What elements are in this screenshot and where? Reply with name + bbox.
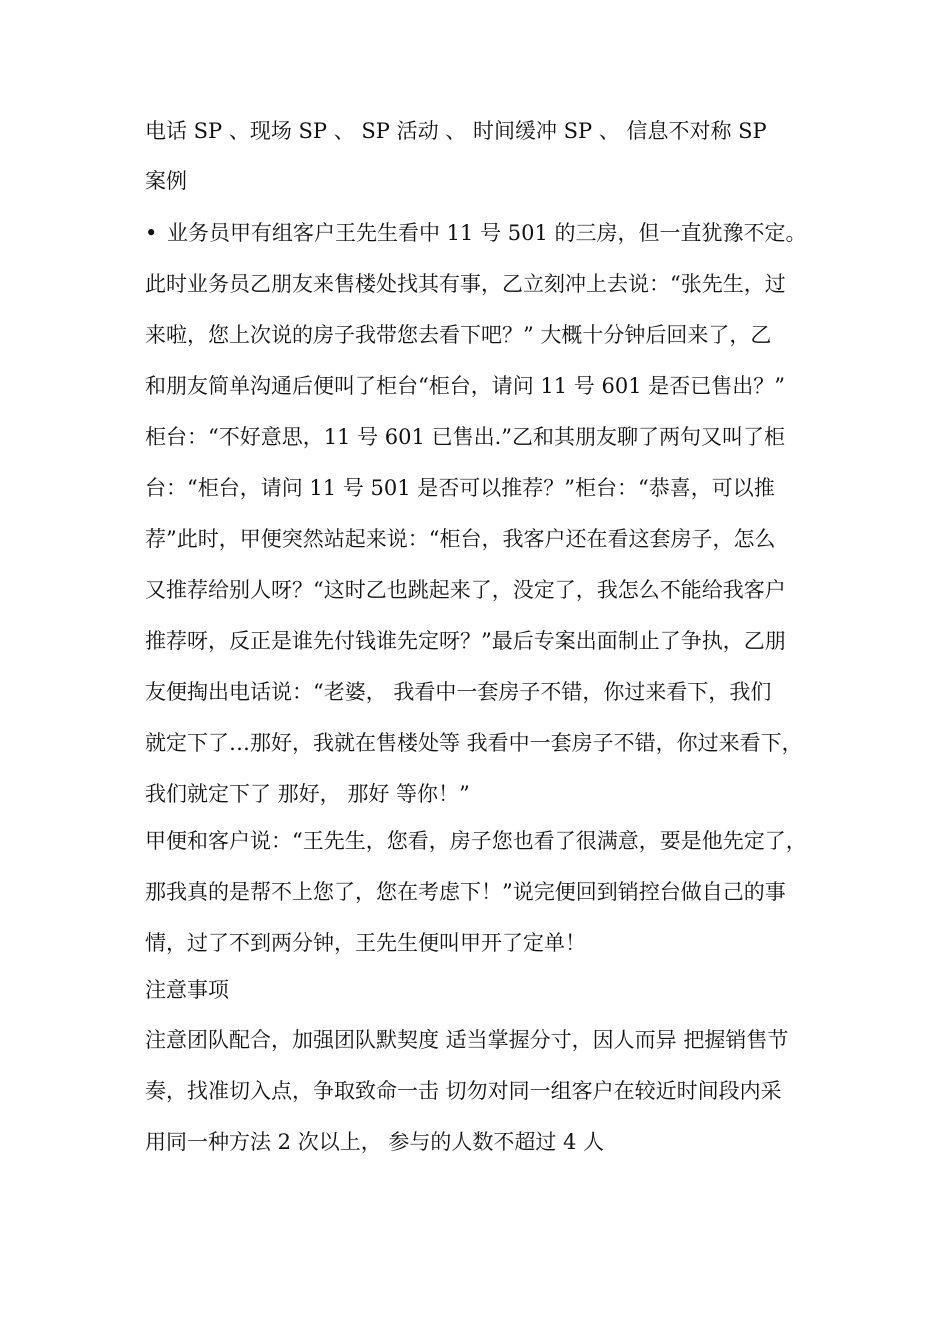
topics-line: 电话 SP 、现场 SP 、 SP 活动 、 时间缓冲 SP 、 信息不对称 SP: [145, 119, 767, 143]
case-line: 又推荐给别人呀？“这时乙也跳起来了，没定了，我怎么不能给我客户: [145, 578, 786, 602]
case-bullet-first-line: [145, 220, 810, 246]
case-line: 我们就定下了 那好， 那好 等你！”: [145, 782, 470, 806]
case-line: 就定下了…那好，我就在售楼处等 我看中一套房子不错，你过来看下，: [145, 731, 803, 755]
case-line: 友便掏出电话说：“老婆， 我看中一套房子不错，你过来看下，我们: [145, 680, 772, 704]
case-line: 和朋友简单沟通后便叫了柜台“柜台，请问 11 号 601 是否已售出？”: [145, 374, 785, 398]
case-follow-line: 甲便和客户说：“王先生，您看，房子您也看了很满意，要是他先定了，: [145, 829, 807, 853]
notes-line: 注意团队配合，加强团队默契度 适当掌握分寸，因人而异 把握销售节: [145, 1028, 789, 1052]
case-follow-line: 那我真的是帮不上您了，您在考虑下！”说完便回到销控台做自己的事: [145, 880, 786, 904]
bullet-dot-icon: •: [145, 221, 158, 245]
case-line: 推荐呀，反正是谁先付钱谁先定呀？”最后专案出面制止了争执，乙朋: [145, 629, 786, 653]
case-line: 此时业务员乙朋友来售楼处找其有事，乙立刻冲上去说：“张先生，过: [145, 272, 786, 296]
case-line: 柜台：“不好意思，11 号 601 已售出.”乙和其朋友聊了两句又叫了柜: [145, 425, 785, 449]
notes-line: 奏，找准切入点，争取致命一击 切勿对同一组客户在较近时间段内采: [145, 1079, 782, 1103]
case-line: 来啦，您上次说的房子我带您去看下吧？” 大概十分钟后回来了，乙: [145, 323, 772, 347]
document-body: [145, 118, 810, 1155]
case-follow-line: 情，过了不到两分钟，王先生便叫甲开了定单！: [145, 931, 586, 955]
notes-heading: 注意事项: [145, 978, 229, 1002]
case-line: 荐”此时，甲便突然站起来说：“柜台，我客户还在看这套房子，怎么: [145, 527, 776, 551]
case-line: 业务员甲有组客户王先生看中 11 号 501 的三房，但一直犹豫不定。: [167, 221, 807, 245]
case-heading: 案例: [145, 169, 187, 193]
case-line: 台：“柜台，请问 11 号 501 是否可以推荐？”柜台：“恭喜，可以推: [145, 476, 775, 500]
notes-line: 用同一种方法 2 次以上， 参与的人数不超过 4 人: [145, 1130, 605, 1154]
